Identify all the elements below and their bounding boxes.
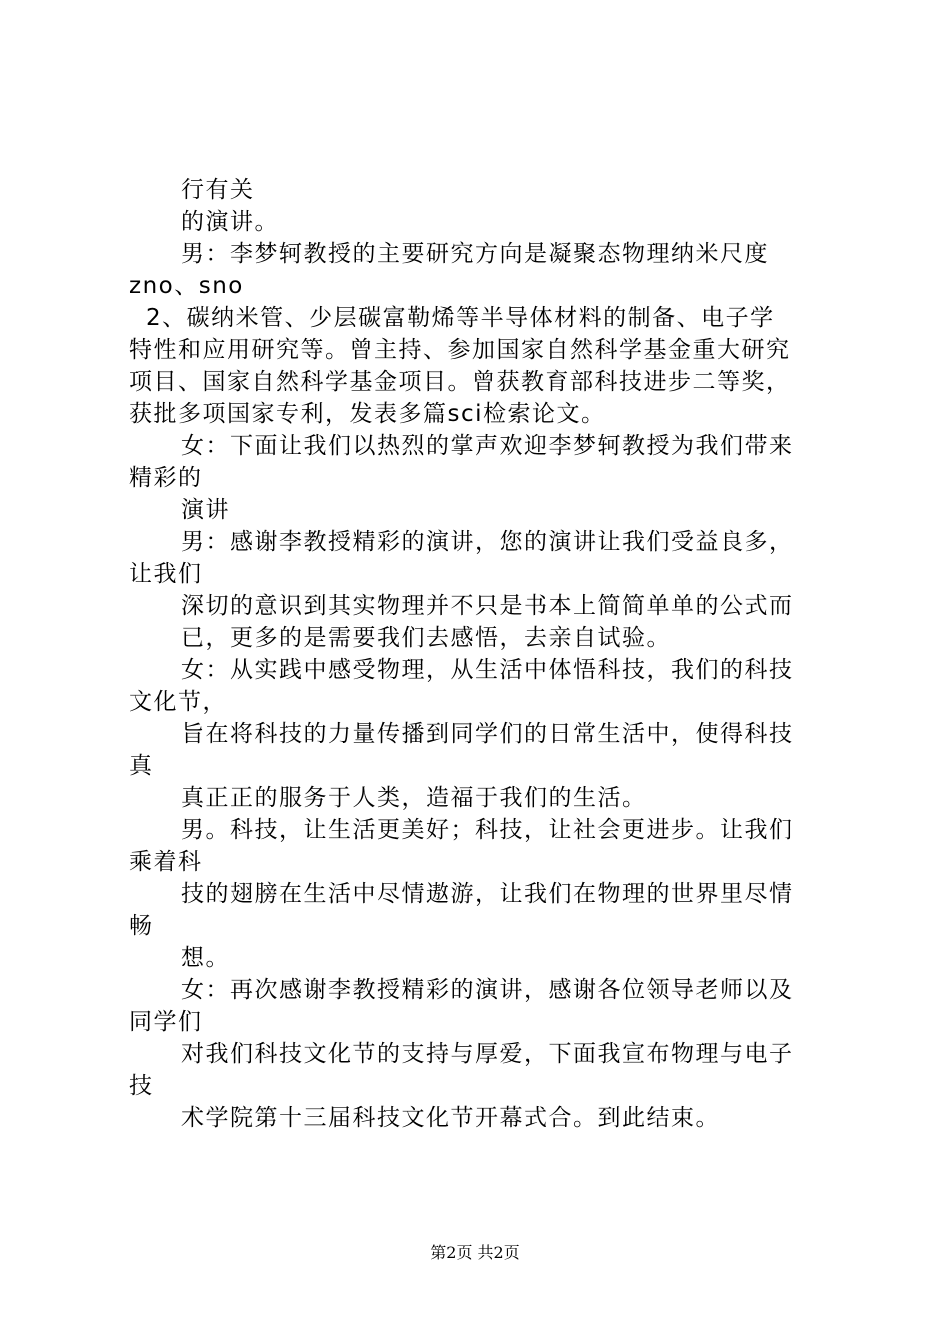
text-line: 精彩的	[129, 465, 203, 491]
text-line: 想。	[181, 945, 230, 971]
text-line: 演讲	[181, 497, 230, 523]
text-line: 男：感谢李教授精彩的演讲，您的演讲让我们受益良多，	[181, 529, 794, 555]
text-line: 术学院第十三届科技文化节开幕式合。到此结束。	[181, 1105, 720, 1131]
text-line: 男：李梦轲教授的主要研究方向是凝聚态物理纳米尺度	[181, 241, 769, 267]
text-line: 同学们	[129, 1009, 203, 1035]
text-line: 畅	[129, 913, 154, 939]
text-line: 2、碳纳米管、少层碳富勒烯等半导体材料的制备、电子学	[146, 305, 775, 331]
text-line: 的演讲。	[181, 209, 279, 235]
text-line: 行有关	[181, 177, 255, 203]
text-line: 文化节，	[129, 689, 227, 715]
text-line: 深切的意识到其实物理并不只是书本上简简单单的公式而	[181, 593, 794, 619]
text-line: 项目、国家自然科学基金项目。曾获教育部科技进步二等奖，	[129, 369, 791, 395]
text-line: 女：再次感谢李教授精彩的演讲，感谢各位领导老师以及	[181, 977, 794, 1003]
text-line: 技	[129, 1073, 154, 1099]
text-line: 对我们科技文化节的支持与厚爱，下面我宣布物理与电子	[181, 1041, 794, 1067]
text-line: 已，更多的是需要我们去感悟，去亲自试验。	[181, 625, 671, 651]
text-line: 旨在将科技的力量传播到同学们的日常生活中，使得科技	[181, 721, 794, 747]
text-line: 获批多项国家专利，发表多篇sci检索论文。	[129, 401, 606, 427]
text-line: 女：从实践中感受物理，从生活中体悟科技，我们的科技	[181, 657, 794, 683]
text-line: 男。科技，让生活更美好；科技，让社会更进步。让我们	[181, 817, 794, 843]
text-line: 真	[129, 753, 154, 779]
text-line: 真正正的服务于人类，造福于我们的生活。	[181, 785, 647, 811]
text-line: 乘着科	[129, 849, 203, 875]
text-line: 技的翅膀在生活中尽情遨游，让我们在物理的世界里尽情	[181, 881, 794, 907]
text-line: zno、sno	[129, 273, 244, 299]
text-line: 女：下面让我们以热烈的掌声欢迎李梦轲教授为我们带来	[181, 433, 794, 459]
page-footer: 第2页 共2页	[430, 1243, 520, 1262]
text-line: 特性和应用研究等。曾主持、参加国家自然科学基金重大研究	[129, 337, 791, 363]
text-line: 让我们	[129, 561, 203, 587]
